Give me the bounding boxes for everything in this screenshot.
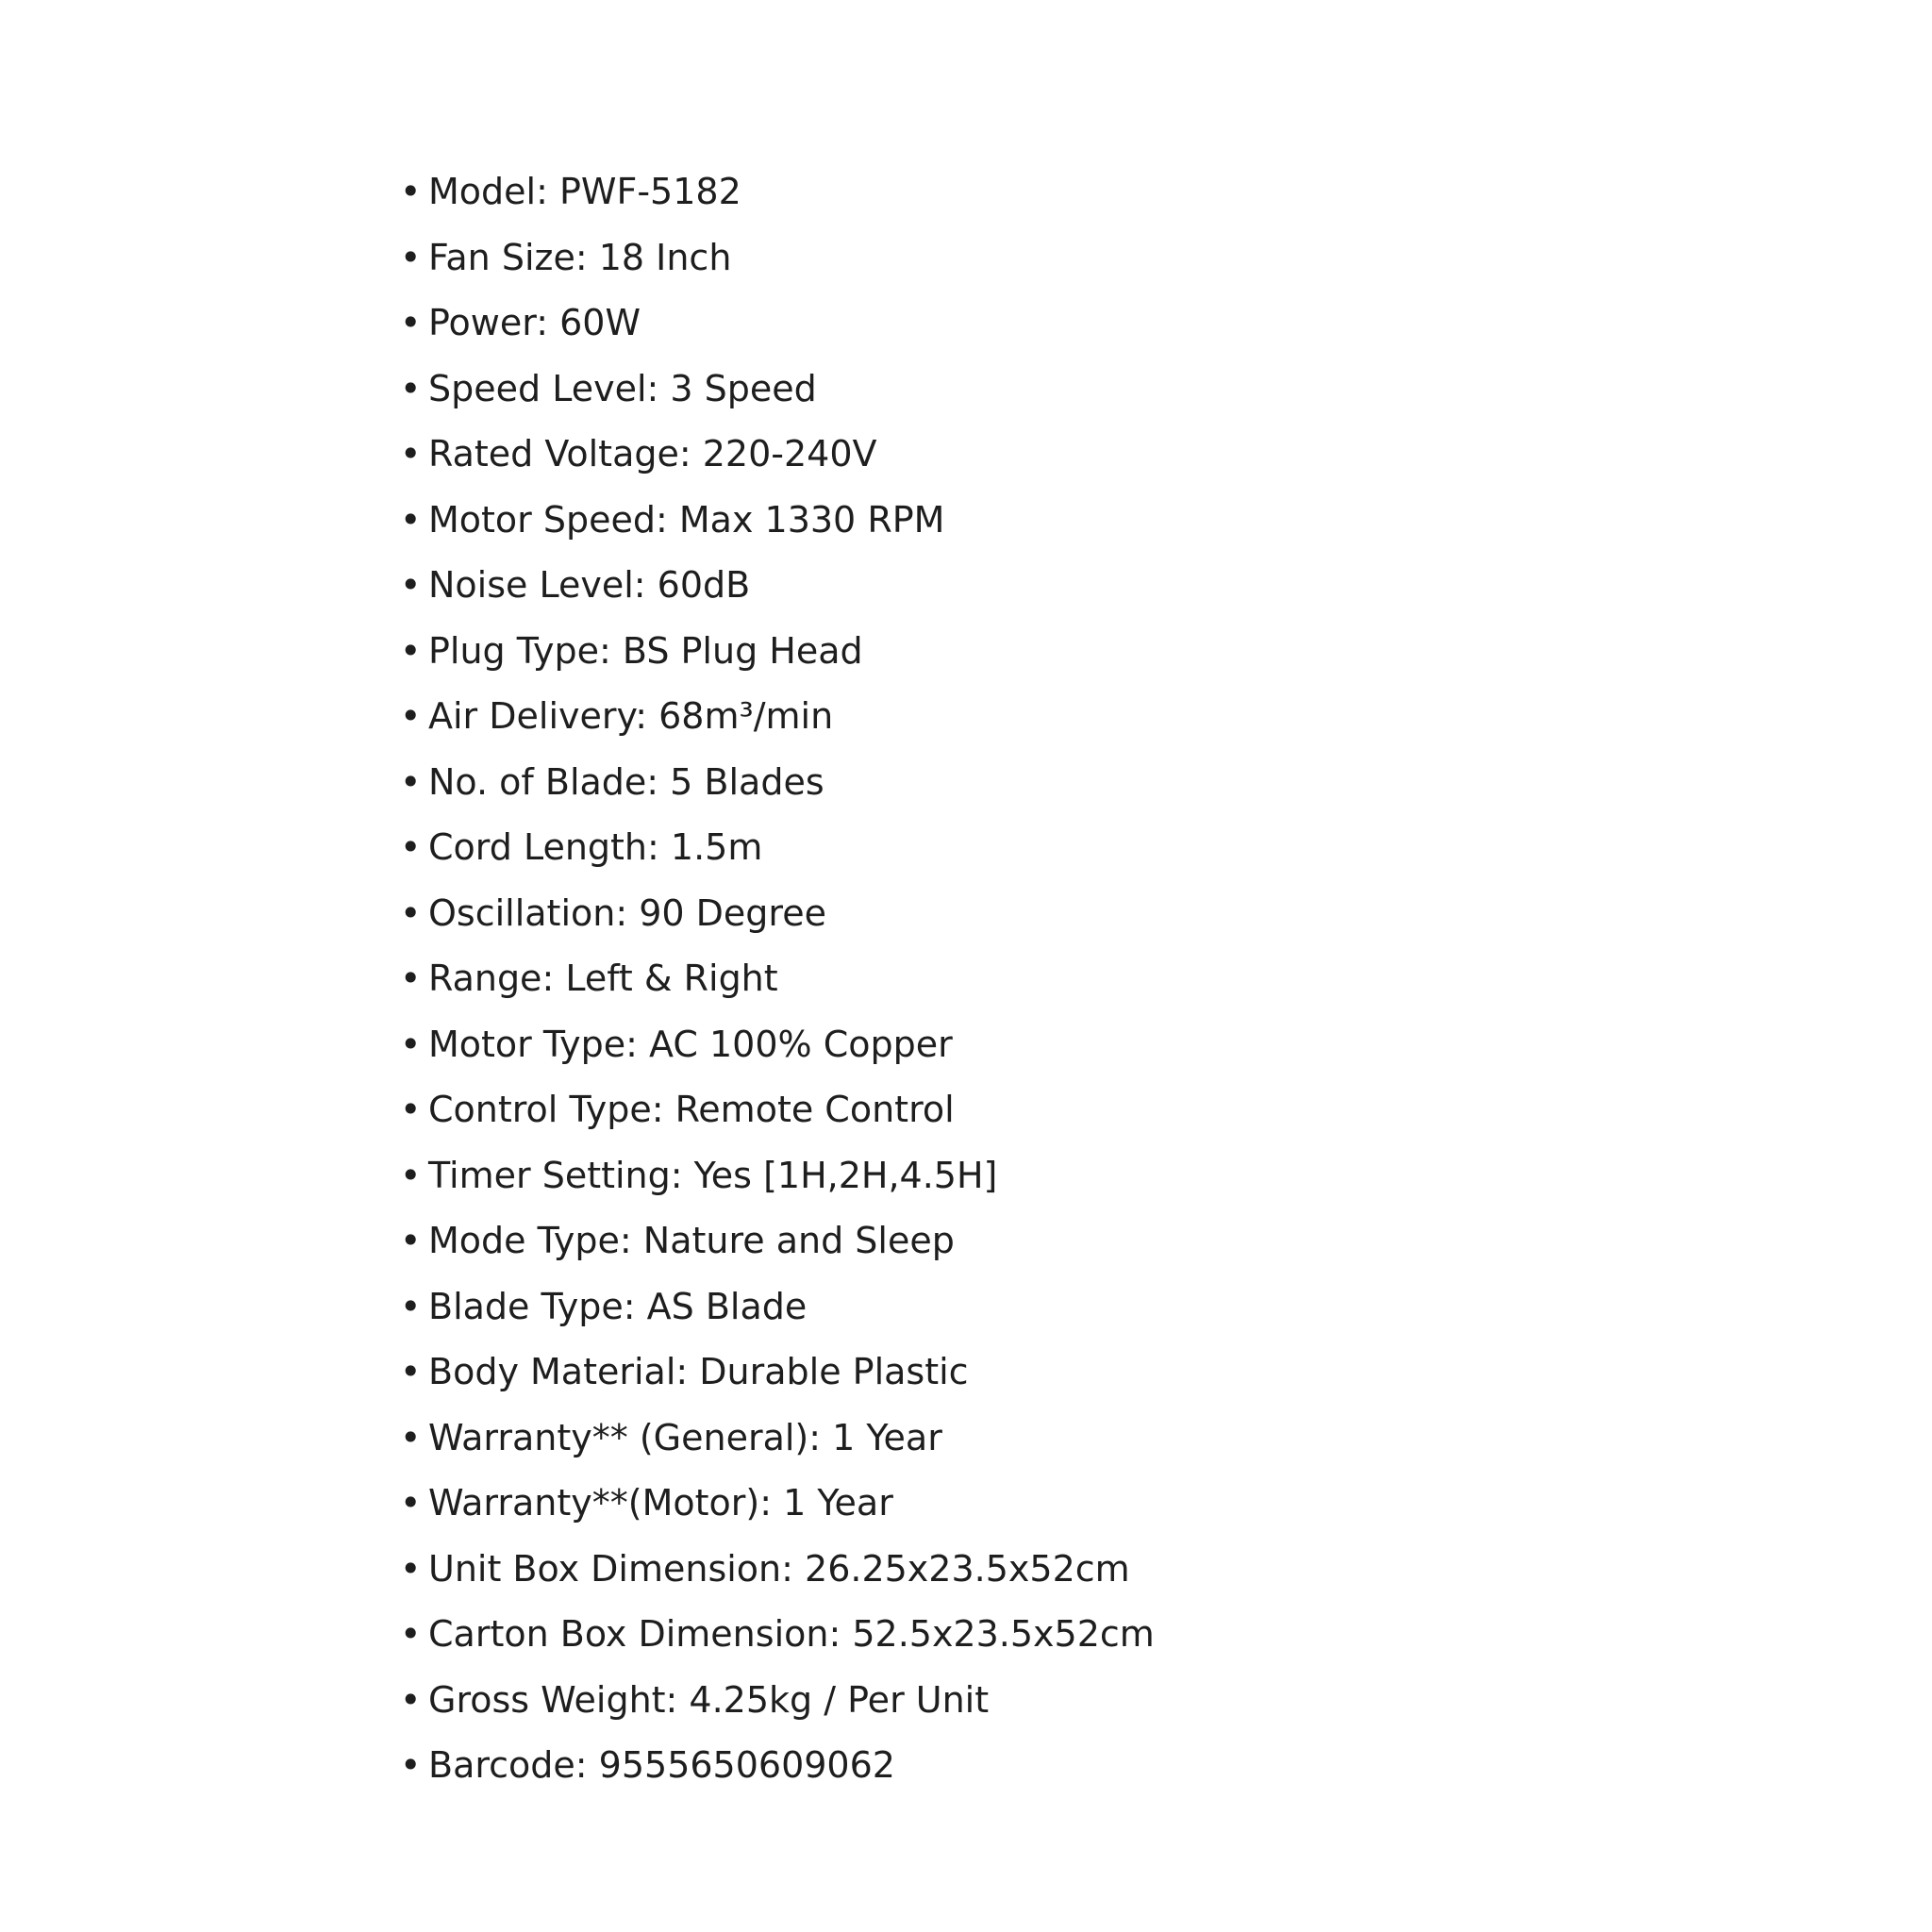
bullet-icon: • [400, 302, 422, 343]
bullet-icon: • [400, 1285, 422, 1327]
spec-text: Noise Level: 60dB [428, 564, 751, 606]
spec-text: Air Delivery: 68m³/min [428, 695, 834, 737]
spec-item-body-material [400, 1340, 1155, 1406]
bullet-icon: • [400, 433, 422, 475]
specification-list [400, 159, 1155, 1799]
bullet-icon: • [400, 1154, 422, 1196]
spec-text: Body Material: Durable Plastic [428, 1351, 969, 1392]
bullet-icon: • [400, 1482, 422, 1524]
spec-item-warranty-general [400, 1406, 1155, 1472]
spec-item-timer-setting [400, 1143, 1155, 1209]
spec-item-plug-type [400, 619, 1155, 685]
spec-item-motor-type [400, 1012, 1155, 1078]
spec-text: Carton Box Dimension: 52.5x23.5x52cm [428, 1613, 1155, 1655]
bullet-icon: • [400, 760, 422, 803]
bullet-icon: • [400, 367, 422, 409]
bullet-icon: • [400, 1547, 422, 1590]
bullet-icon: • [400, 1416, 422, 1458]
spec-text: Motor Speed: Max 1330 RPM [428, 498, 945, 541]
spec-text: Range: Left & Right [428, 958, 778, 999]
spec-item-gross-weight [400, 1668, 1155, 1734]
spec-text: Warranty**(Motor): 1 Year [428, 1482, 893, 1524]
spec-item-cord-length [400, 815, 1155, 881]
bullet-icon: • [400, 564, 422, 606]
spec-text: Model: PWF-5182 [428, 171, 741, 212]
spec-item-blade-type [400, 1274, 1155, 1341]
spec-item-blade-count [400, 750, 1155, 816]
bullet-icon: • [400, 695, 422, 737]
spec-item-noise-level [400, 553, 1155, 619]
spec-text: No. of Blade: 5 Blades [428, 760, 824, 803]
spec-item-oscillation [400, 881, 1155, 947]
spec-item-range [400, 946, 1155, 1012]
bullet-icon: • [400, 1678, 422, 1721]
bullet-icon: • [400, 1023, 422, 1065]
bullet-icon: • [400, 1744, 422, 1786]
spec-item-control-type [400, 1077, 1155, 1143]
spec-item-model [400, 159, 1155, 225]
bullet-icon: • [400, 498, 422, 541]
spec-item-power [400, 291, 1155, 357]
spec-text: Cord Length: 1.5m [428, 826, 763, 868]
spec-item-mode-type [400, 1208, 1155, 1274]
bullet-icon: • [400, 1220, 422, 1261]
bullet-icon: • [400, 236, 422, 278]
spec-text: Mode Type: Nature and Sleep [428, 1220, 955, 1261]
spec-text: Plug Type: BS Plug Head [428, 629, 863, 672]
spec-item-speed-level [400, 357, 1155, 423]
spec-item-fan-size [400, 225, 1155, 291]
spec-item-air-delivery [400, 684, 1155, 750]
spec-item-warranty-motor [400, 1471, 1155, 1537]
bullet-icon: • [400, 629, 422, 672]
spec-text: Control Type: Remote Control [428, 1089, 955, 1130]
spec-text: Fan Size: 18 Inch [428, 236, 732, 278]
spec-item-carton-box-dimension [400, 1602, 1155, 1668]
spec-item-barcode [400, 1733, 1155, 1799]
spec-text: Warranty** (General): 1 Year [428, 1416, 942, 1458]
spec-text: Unit Box Dimension: 26.25x23.5x52cm [428, 1547, 1130, 1590]
spec-text: Timer Setting: Yes [1H,2H,4.5H] [428, 1154, 998, 1196]
spec-text: Oscillation: 90 Degree [428, 891, 826, 934]
spec-text: Motor Type: AC 100% Copper [428, 1023, 953, 1065]
bullet-icon: • [400, 1351, 422, 1392]
bullet-icon: • [400, 891, 422, 934]
bullet-icon: • [400, 826, 422, 868]
bullet-icon: • [400, 1613, 422, 1655]
bullet-icon: • [400, 1089, 422, 1130]
spec-text: Blade Type: AS Blade [428, 1285, 808, 1327]
spec-item-rated-voltage [400, 422, 1155, 488]
spec-text: Speed Level: 3 Speed [428, 367, 817, 409]
spec-text: Rated Voltage: 220-240V [428, 433, 877, 475]
spec-item-unit-box-dimension [400, 1537, 1155, 1603]
bullet-icon: • [400, 958, 422, 999]
spec-text: Barcode: 9555650609062 [428, 1744, 895, 1786]
bullet-icon: • [400, 171, 422, 212]
spec-text: Gross Weight: 4.25kg / Per Unit [428, 1678, 990, 1721]
spec-text: Power: 60W [428, 302, 641, 343]
spec-item-motor-speed [400, 488, 1155, 554]
